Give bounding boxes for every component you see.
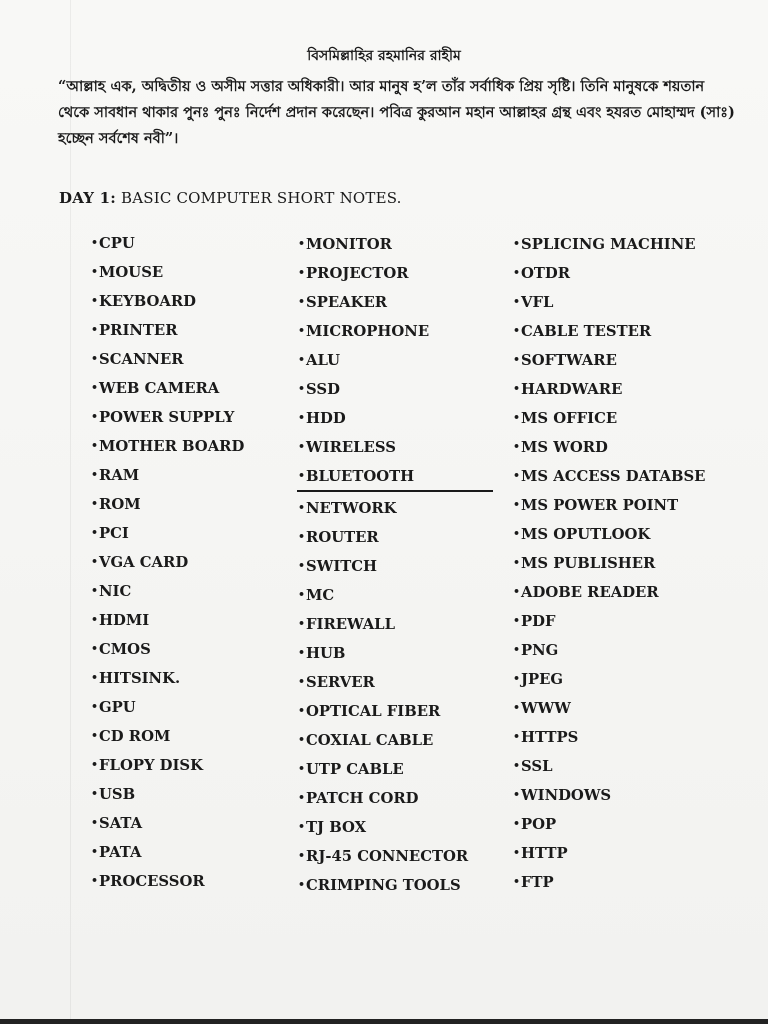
list-item: • SATA <box>91 812 244 841</box>
list-item: • TJ BOX <box>298 816 468 845</box>
list-item: • FTP <box>513 871 705 900</box>
list-item: • SERVER <box>298 671 468 700</box>
list-item: • MS ACCESS DATABSE <box>513 465 705 494</box>
list-item: • SPEAKER <box>298 291 468 320</box>
list-item: • HARDWARE <box>513 378 705 407</box>
list-item: • WEB CAMERA <box>91 377 244 406</box>
page-bottom-edge <box>0 1019 768 1024</box>
bismillah-heading <box>0 44 768 68</box>
list-item: • RAM <box>91 464 244 493</box>
list-item: • CABLE TESTER <box>513 320 705 349</box>
list-item: • MS POWER POINT <box>513 494 705 523</box>
list-item: • SCANNER <box>91 348 244 377</box>
list-item: • KEYBOARD <box>91 290 244 319</box>
list-item: • MS OFFICE <box>513 407 705 436</box>
list-item: • HDD <box>298 407 468 436</box>
list-item: • MS PUBLISHER <box>513 552 705 581</box>
list-item: • SOFTWARE <box>513 349 705 378</box>
page-fold-line <box>70 0 71 1024</box>
list-item: • WINDOWS <box>513 784 705 813</box>
term-list-column-2 <box>298 233 468 903</box>
term-list-column-3 <box>513 233 705 900</box>
list-item: • OPTICAL FIBER <box>298 700 468 729</box>
term-list-column-1 <box>91 232 244 899</box>
list-item: • CRIMPING TOOLS <box>298 874 468 903</box>
list-item: • PNG <box>513 639 705 668</box>
list-item: • BLUETOOTH <box>298 465 468 494</box>
list-item: • ROUTER <box>298 526 468 555</box>
list-item: • ADOBE READER <box>513 581 705 610</box>
list-item: • PROJECTOR <box>298 262 468 291</box>
list-item: • ROM <box>91 493 244 522</box>
day-label: DAY 1: <box>59 189 117 207</box>
list-item: • POWER SUPPLY <box>91 406 244 435</box>
list-item: • HTTP <box>513 842 705 871</box>
list-item: • CD ROM <box>91 725 244 754</box>
list-item: • WIRELESS <box>298 436 468 465</box>
list-item: • USB <box>91 783 244 812</box>
section-divider <box>297 490 493 492</box>
list-item: • PATA <box>91 841 244 870</box>
list-item: • MOUSE <box>91 261 244 290</box>
list-item: • PATCH CORD <box>298 787 468 816</box>
list-item: • MS OPUTLOOK <box>513 523 705 552</box>
list-item: • VGA CARD <box>91 551 244 580</box>
list-item: • MOTHER BOARD <box>91 435 244 464</box>
bismillah-text: বিসমিল্লাহির রহমানির রাহীম <box>307 48 461 64</box>
list-item: • SWITCH <box>298 555 468 584</box>
list-item: • MICROPHONE <box>298 320 468 349</box>
list-item: • UTP CABLE <box>298 758 468 787</box>
list-item: • MONITOR <box>298 233 468 262</box>
list-item: • HDMI <box>91 609 244 638</box>
list-item: • FIREWALL <box>298 613 468 642</box>
list-item: • MC <box>298 584 468 613</box>
list-item: • PCI <box>91 522 244 551</box>
list-item: • RJ-45 CONNECTOR <box>298 845 468 874</box>
list-item: • HUB <box>298 642 468 671</box>
list-item: • MS WORD <box>513 436 705 465</box>
list-item: • NETWORK <box>298 497 468 526</box>
list-item: • HITSINK. <box>91 667 244 696</box>
list-item: • CMOS <box>91 638 244 667</box>
list-item: • OTDR <box>513 262 705 291</box>
section-title-text: BASIC COMPUTER SHORT NOTES. <box>120 189 402 207</box>
list-item: • HTTPS <box>513 726 705 755</box>
list-item: • GPU <box>91 696 244 725</box>
list-item: • VFL <box>513 291 705 320</box>
list-item: • NIC <box>91 580 244 609</box>
list-item: • PRINTER <box>91 319 244 348</box>
list-item: • FLOPY DISK <box>91 754 244 783</box>
list-item: • SPLICING MACHINE <box>513 233 705 262</box>
list-item: • JPEG <box>513 668 705 697</box>
list-item: • SSL <box>513 755 705 784</box>
list-item: • POP <box>513 813 705 842</box>
list-item: • CPU <box>91 232 244 261</box>
list-item: • ALU <box>298 349 468 378</box>
list-item: • WWW <box>513 697 705 726</box>
list-item: • COXIAL CABLE <box>298 729 468 758</box>
list-item: • SSD <box>298 378 468 407</box>
list-item: • PROCESSOR <box>91 870 244 899</box>
section-title <box>59 189 402 207</box>
list-item: • PDF <box>513 610 705 639</box>
quote-paragraph: “আল্লাহ এক, অদ্বিতীয় ও অসীম সত্তার অধিকারী। আর মানুষ হ’ল তাঁর সর্বাধিক প্রিয় সৃষ্টি। তিনি মানুষকে শয়তান থেকে সাবধান থাকার পুনঃ পুনঃ নির্দেশ প্রদান করেছেন। পবিত্র কুরআন মহান আল্লাহর গ্রন্থ এবং হযরত মোহাম্মদ (সাঃ) হচ্ছেন সর্বশেষ নবী”। <box>58 78 735 147</box>
